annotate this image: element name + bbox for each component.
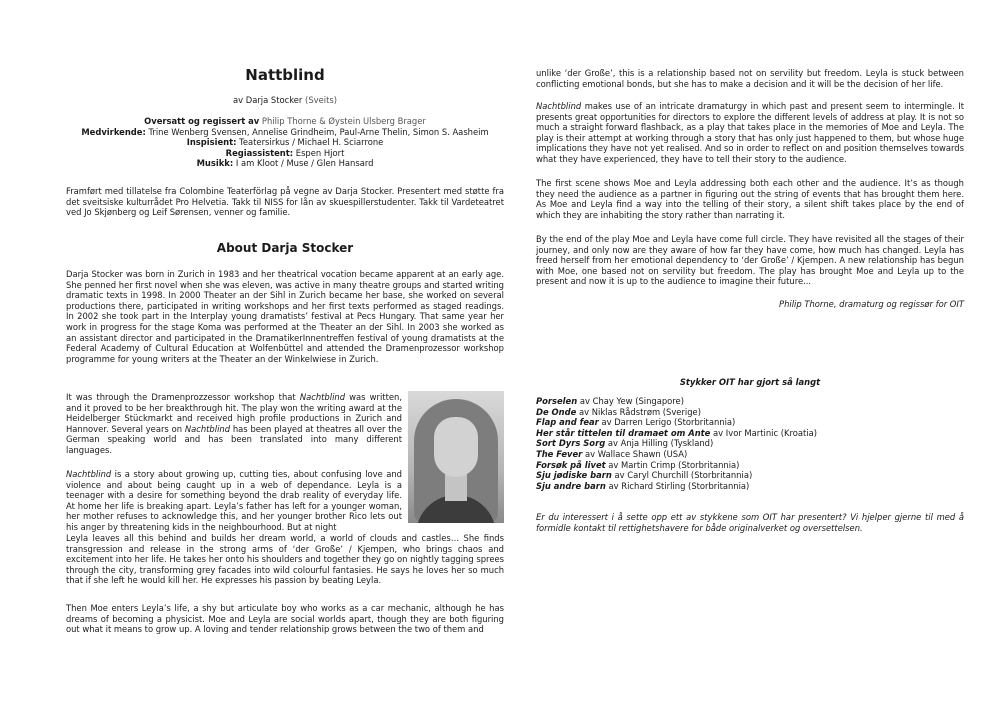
plays-list: [536, 396, 964, 491]
play-name: Sju andre barn: [536, 480, 606, 491]
list-item: [536, 449, 964, 460]
play-name: Nachtblind: [184, 423, 231, 434]
credit-value: Espen Hjort: [295, 147, 345, 158]
credit-value: I am Kloot / Muse / Glen Hansard: [235, 158, 374, 169]
credit-label: Musikk:: [196, 158, 234, 169]
list-item: [536, 407, 964, 418]
play-name: The Fever: [536, 448, 583, 459]
play-name: Nachtblind: [536, 101, 582, 111]
credit-stage-manager: [66, 137, 504, 148]
story-paragraph-part2: Leyla leaves all this behind and builds her dream world, a world of clouds and castles… She finds transgression and release in the strong arms of ‘der Große’ / Kjempen, who brings chaos and excitement into her life. He takes her onto his shoulders and together they go on nightly tagging sprees through the city, transforming grey facades into wild colourful fantasies. He says he loves her so much that if she left he would kill her. He expresses his passion by beating Leyla.: [66, 533, 504, 586]
plays-heading: Stykker OIT har gjort så langt: [679, 377, 821, 387]
about-paragraph-breakthrough: [66, 392, 402, 456]
play-name: De Onde: [536, 406, 577, 417]
play-name: Her står tittelen til dramaet om Ante: [536, 427, 711, 438]
play-author: av Darren Lerigo (Storbritannia): [598, 417, 736, 428]
credit-label: Oversatt og regissert av: [144, 116, 260, 126]
credit-cast: [66, 127, 504, 138]
credit-label: Regiassistent:: [225, 147, 294, 158]
play-author: av Wallace Shawn (USA): [582, 448, 688, 459]
list-item: [536, 481, 964, 492]
play-author: av Richard Stirling (Storbritannia): [605, 480, 750, 491]
play-author: av Niklas Rådstrøm (Sverige): [576, 406, 701, 417]
text-run: makes use of an intricate dramaturgy in which past and present seem to intermingle. It presents great opportunities for directors to explore the different levels of address at play. It is not so much a straight forward flashback, as a play that takes place in the memories of Moe and Leyla. The play is their attempt at working through a story that has only just happened to them, but whose huge implications they have not yet realised. And so in order to reflect on and position themselves towards what they have experienced, they have to tell their story to the audience.: [536, 101, 964, 164]
list-item: [536, 470, 964, 481]
right-paragraph-3: The first scene shows Moe and Leyla addressing both each other and the audience. It’s as though they need the audience as a partner in figuring out the string of events that has brought them here. As Moe and Leyla find a way into the telling of their story, a silent shift takes place by the end of which they are inhabiting the story rather than narrating it.: [536, 178, 964, 220]
right-paragraph-4: By the end of the play Moe and Leyla have come full circle. They have revisited all the stages of their journey, and only now are they aware of how far they have come, how much has changed. Leyla has freed herself from her emotional dependency to ‘der Große’ / Kjempen. A new relationship has begun with Moe, one based not on servility but freedom. The play has brought Moe and Leyla up to the present and now it is up to the audience to imagine their future...: [536, 234, 964, 287]
play-title: Nattblind: [245, 66, 325, 84]
play-name: Sju jødiske barn: [536, 470, 612, 481]
play-name: Forsøk på livet: [536, 459, 606, 470]
byline-author: av Darja Stocker: [233, 95, 303, 105]
list-item: [536, 438, 964, 449]
credit-label: Inspisient:: [186, 137, 237, 148]
moe-paragraph: Then Moe enters Leyla’s life, a shy but articulate boy who works as a car mechanic, although he has dreams of becoming a physicist. Moe and Leyla are social worlds apart, though they are both figuring out what it means to grow up. A loving and tender relationship grows between the two of them and: [66, 603, 504, 635]
text-run: has been played at theatres all over the German speaking world and has been translated into many different languages.: [66, 423, 402, 455]
credit-value: Philip Thorne & Øystein Ulsberg Brager: [261, 116, 426, 126]
list-item: [536, 460, 964, 471]
list-item: [536, 417, 964, 428]
play-author: av Martin Crimp (Storbritannia): [605, 459, 740, 470]
play-author: av Chay Yew (Singapore): [577, 396, 684, 406]
about-heading: About Darja Stocker: [216, 241, 354, 255]
credit-value: Trine Wenberg Svensen, Annelise Grindheim, Paul-Arne Thelin, Simon S. Aasheim: [148, 126, 489, 137]
about-paragraph-born: Darja Stocker was born in Zurich in 1983 and her theatrical vocation became apparent at an early age. She penned her first novel when she was eleven, was active in many theatre groups and started writing dramatic texts in 1998. In 2000 Theater an der Sihl in Zurich became her base, she worked on several productions there, participated in writing workshops and her first texts performed as staged readings. In 2002 she took part in the Interplay young dramatists’ festival at Pecs Hungary. That same year her work in progress for the stage Koma was performed at the Theater an der Sihl. In 2003 she worked as an assistant director and participated in the DramatikerInnentreffen festival of young dramatists at the Federal Academy of Cultural Education at Wolfenbüttel and attended the Dramenprozessor workshop programme for young writers at the Theater an der Winkelwiese in Zurich.: [66, 269, 504, 364]
story-paragraph-part1: [66, 469, 402, 533]
text-run: is a story about growing up, cutting ties, about confusing love and violence and about being caught up in a web of dependance. Leyla is a teenager with a desire for something beyond the drab reality of everyday life. At home her life is breaking apart. Leyla’s father has left for a younger woman, her mother refuses to acknowledge this, and her younger brother Rico lets out his anger by threatening kids in the neighbourhood. But at night: [66, 469, 402, 532]
credit-assistant-director: [66, 148, 504, 159]
byline: [66, 95, 504, 106]
intro-paragraph: Framført med tillatelse fra Colombine Teaterförlag på vegne av Darja Stocker. Presentert med støtte fra det sveitsiske kulturrådet Pro Helvetia. Takk til NISS for lån av skuespillerstudenter. Takk til Vardeteatret ved Jo Skjønberg og Leif Sørensen, venner og familie.: [66, 186, 504, 218]
signature: Philip Thorne, dramaturg og regissør for OIT: [779, 299, 964, 309]
play-name: Sort Dyrs Sorg: [536, 438, 606, 449]
author-portrait-image: [408, 391, 504, 523]
credit-value: Teatersirkus / Michael H. Sciarrone: [239, 137, 384, 148]
play-name: Nachtblind: [66, 469, 112, 479]
list-item: [536, 396, 964, 407]
play-name: Nachtblind: [299, 392, 346, 402]
credit-translation: [66, 116, 504, 127]
credits-block: [66, 116, 504, 169]
play-author: av Caryl Churchill (Storbritannia): [611, 470, 753, 481]
credit-music: [66, 158, 504, 169]
closing-note: Er du interessert i å sette opp ett av stykkene som OIT har presentert? Vi hjelper gjerne til med å formidle kontakt til rettighetshavere for både originalverket og oversettelsen.: [536, 512, 964, 533]
list-item: [536, 428, 964, 439]
byline-country: (Sveits): [305, 95, 337, 105]
play-author: av Ivor Martinic (Kroatia): [710, 427, 818, 438]
play-author: av Anja Hilling (Tyskland): [605, 438, 714, 449]
credit-label: Medvirkende:: [81, 126, 146, 137]
play-name: Flap and fear: [536, 417, 599, 428]
play-name: Porselen: [536, 396, 578, 406]
right-paragraph-2: [536, 101, 964, 165]
right-paragraph-1: unlike ‘der Große’, this is a relationship based not on servility but freedom. Leyla is stuck between conflicting emotional bonds, but she has to make a decision and it will be the decision of her life.: [536, 68, 964, 89]
text-run: It was through the Dramenprozzessor workshop that: [66, 392, 300, 402]
text-run: was written, and it proved to be her breakthrough hit. The play won the writing award at the Heidelberger Stückmarkt and received high profile productions in Zurich and Hannover. Several years on: [66, 392, 402, 434]
